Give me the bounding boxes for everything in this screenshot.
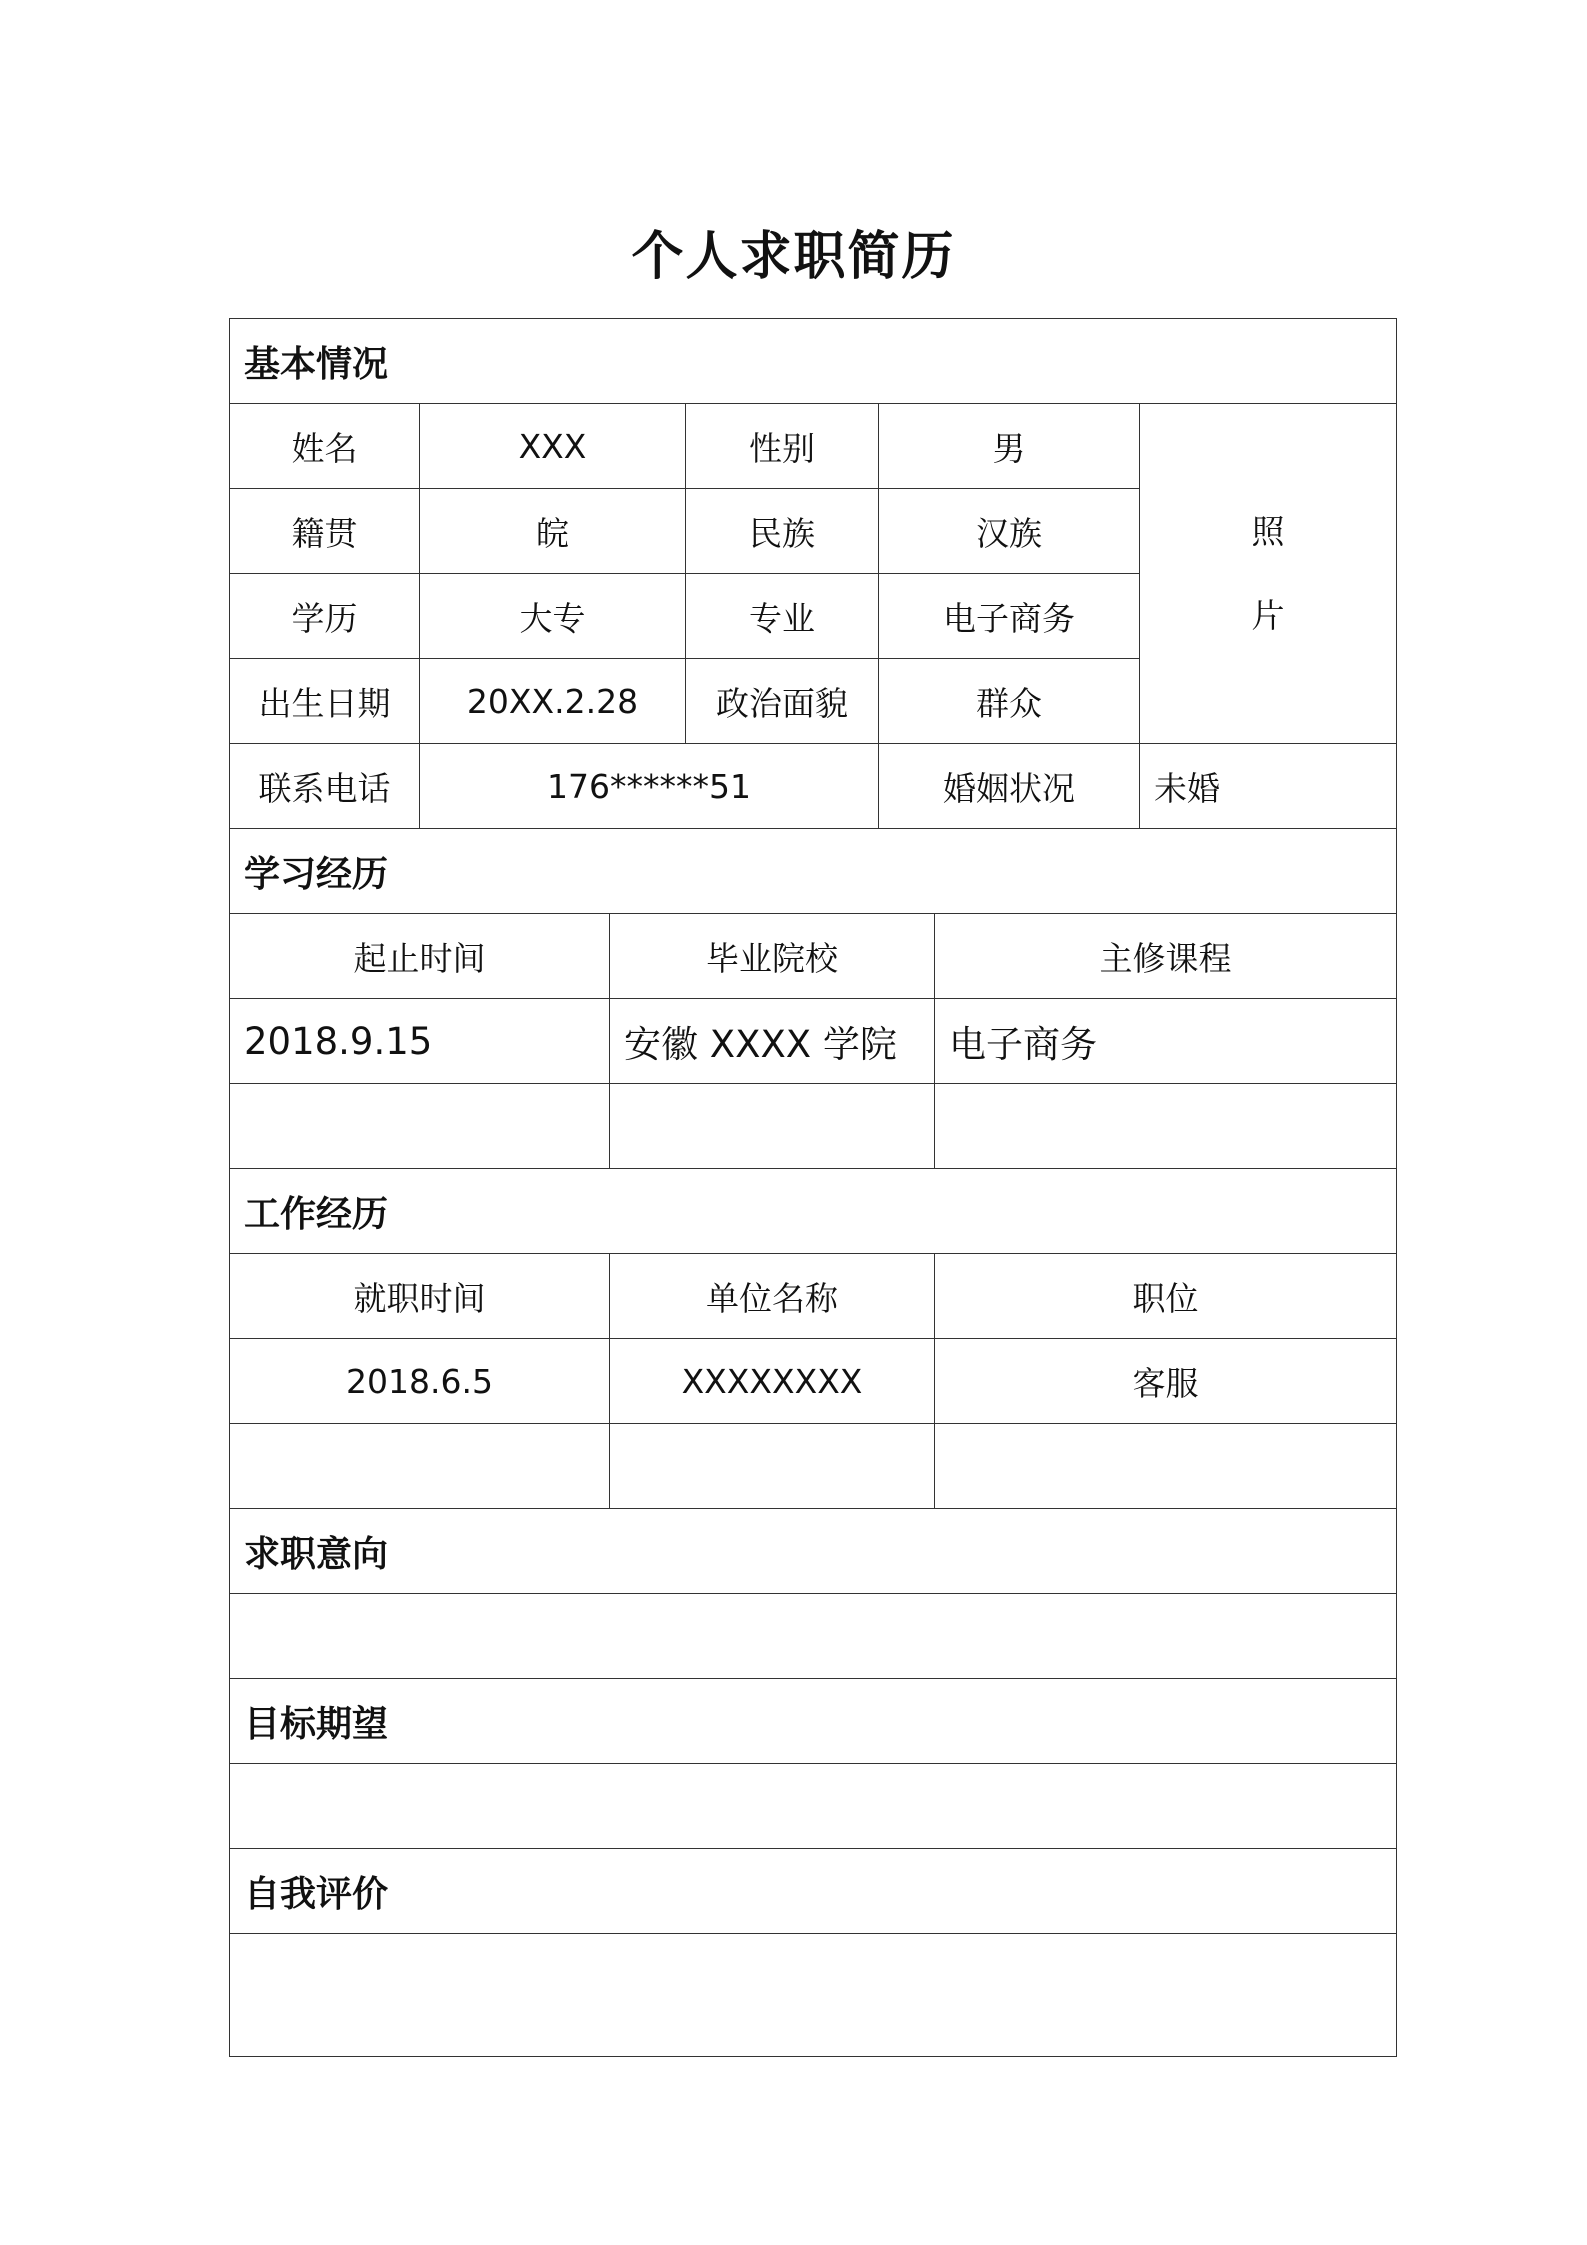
- work-cell: 客服: [935, 1339, 1397, 1424]
- page-title: 个人求职简历: [631, 227, 956, 287]
- hometown-label: 籍贯: [230, 489, 420, 574]
- table-row: [230, 1339, 1397, 1424]
- ethnicity-label: 民族: [686, 489, 879, 574]
- ethnicity-value: 汉族: [879, 489, 1140, 574]
- work-header-period: 就职时间: [230, 1254, 610, 1339]
- section-goals: 目标期望: [230, 1679, 1397, 1764]
- study-cell: [230, 1084, 610, 1169]
- study-header-period: 起止时间: [230, 914, 610, 999]
- job-intention-content: [230, 1594, 1397, 1679]
- goals-content: [230, 1764, 1397, 1849]
- work-cell: 2018.6.5: [230, 1339, 610, 1424]
- birthdate-value: 20XX.2.28: [420, 659, 686, 744]
- marital-label: 婚姻状况: [879, 744, 1140, 829]
- major-label: 专业: [686, 574, 879, 659]
- major-value: 电子商务: [879, 574, 1140, 659]
- section-work-history: 工作经历: [230, 1169, 1397, 1254]
- name-value: XXX: [420, 404, 686, 489]
- work-cell: [610, 1424, 935, 1509]
- education-label: 学历: [230, 574, 420, 659]
- work-header-company: 单位名称: [610, 1254, 935, 1339]
- photo-char-1: 照: [1251, 511, 1285, 551]
- table-row: [230, 1084, 1397, 1169]
- hometown-value: 皖: [420, 489, 686, 574]
- study-cell: 电子商务: [935, 999, 1397, 1084]
- gender-label: 性别: [686, 404, 879, 489]
- section-self-evaluation: 自我评价: [230, 1849, 1397, 1934]
- table-row: [230, 1424, 1397, 1509]
- work-header-position: 职位: [935, 1254, 1397, 1339]
- phone-value: 176******51: [420, 744, 879, 829]
- work-cell: [230, 1424, 610, 1509]
- work-cell: [935, 1424, 1397, 1509]
- political-label: 政治面貌: [686, 659, 879, 744]
- self-evaluation-content: [230, 1934, 1397, 2057]
- section-study-history: 学习经历: [230, 829, 1397, 914]
- work-cell: XXXXXXXX: [610, 1339, 935, 1424]
- photo-char-2: 片: [1251, 595, 1285, 635]
- study-cell: [935, 1084, 1397, 1169]
- section-job-intention: 求职意向: [230, 1509, 1397, 1594]
- study-cell: [610, 1084, 935, 1169]
- political-value: 群众: [879, 659, 1140, 744]
- study-header-school: 毕业院校: [610, 914, 935, 999]
- phone-label: 联系电话: [230, 744, 420, 829]
- marital-value: 未婚: [1140, 744, 1397, 829]
- study-cell: 安徽 XXXX 学院: [610, 999, 935, 1084]
- section-basic-info: 基本情况: [230, 319, 1397, 404]
- gender-value: 男: [879, 404, 1140, 489]
- table-row: [230, 999, 1397, 1084]
- study-header-course: 主修课程: [935, 914, 1397, 999]
- resume-table: [229, 318, 1397, 2057]
- study-cell: 2018.9.15: [230, 999, 610, 1084]
- education-value: 大专: [420, 574, 686, 659]
- birthdate-label: 出生日期: [230, 659, 420, 744]
- photo-placeholder: [1140, 404, 1397, 744]
- name-label: 姓名: [230, 404, 420, 489]
